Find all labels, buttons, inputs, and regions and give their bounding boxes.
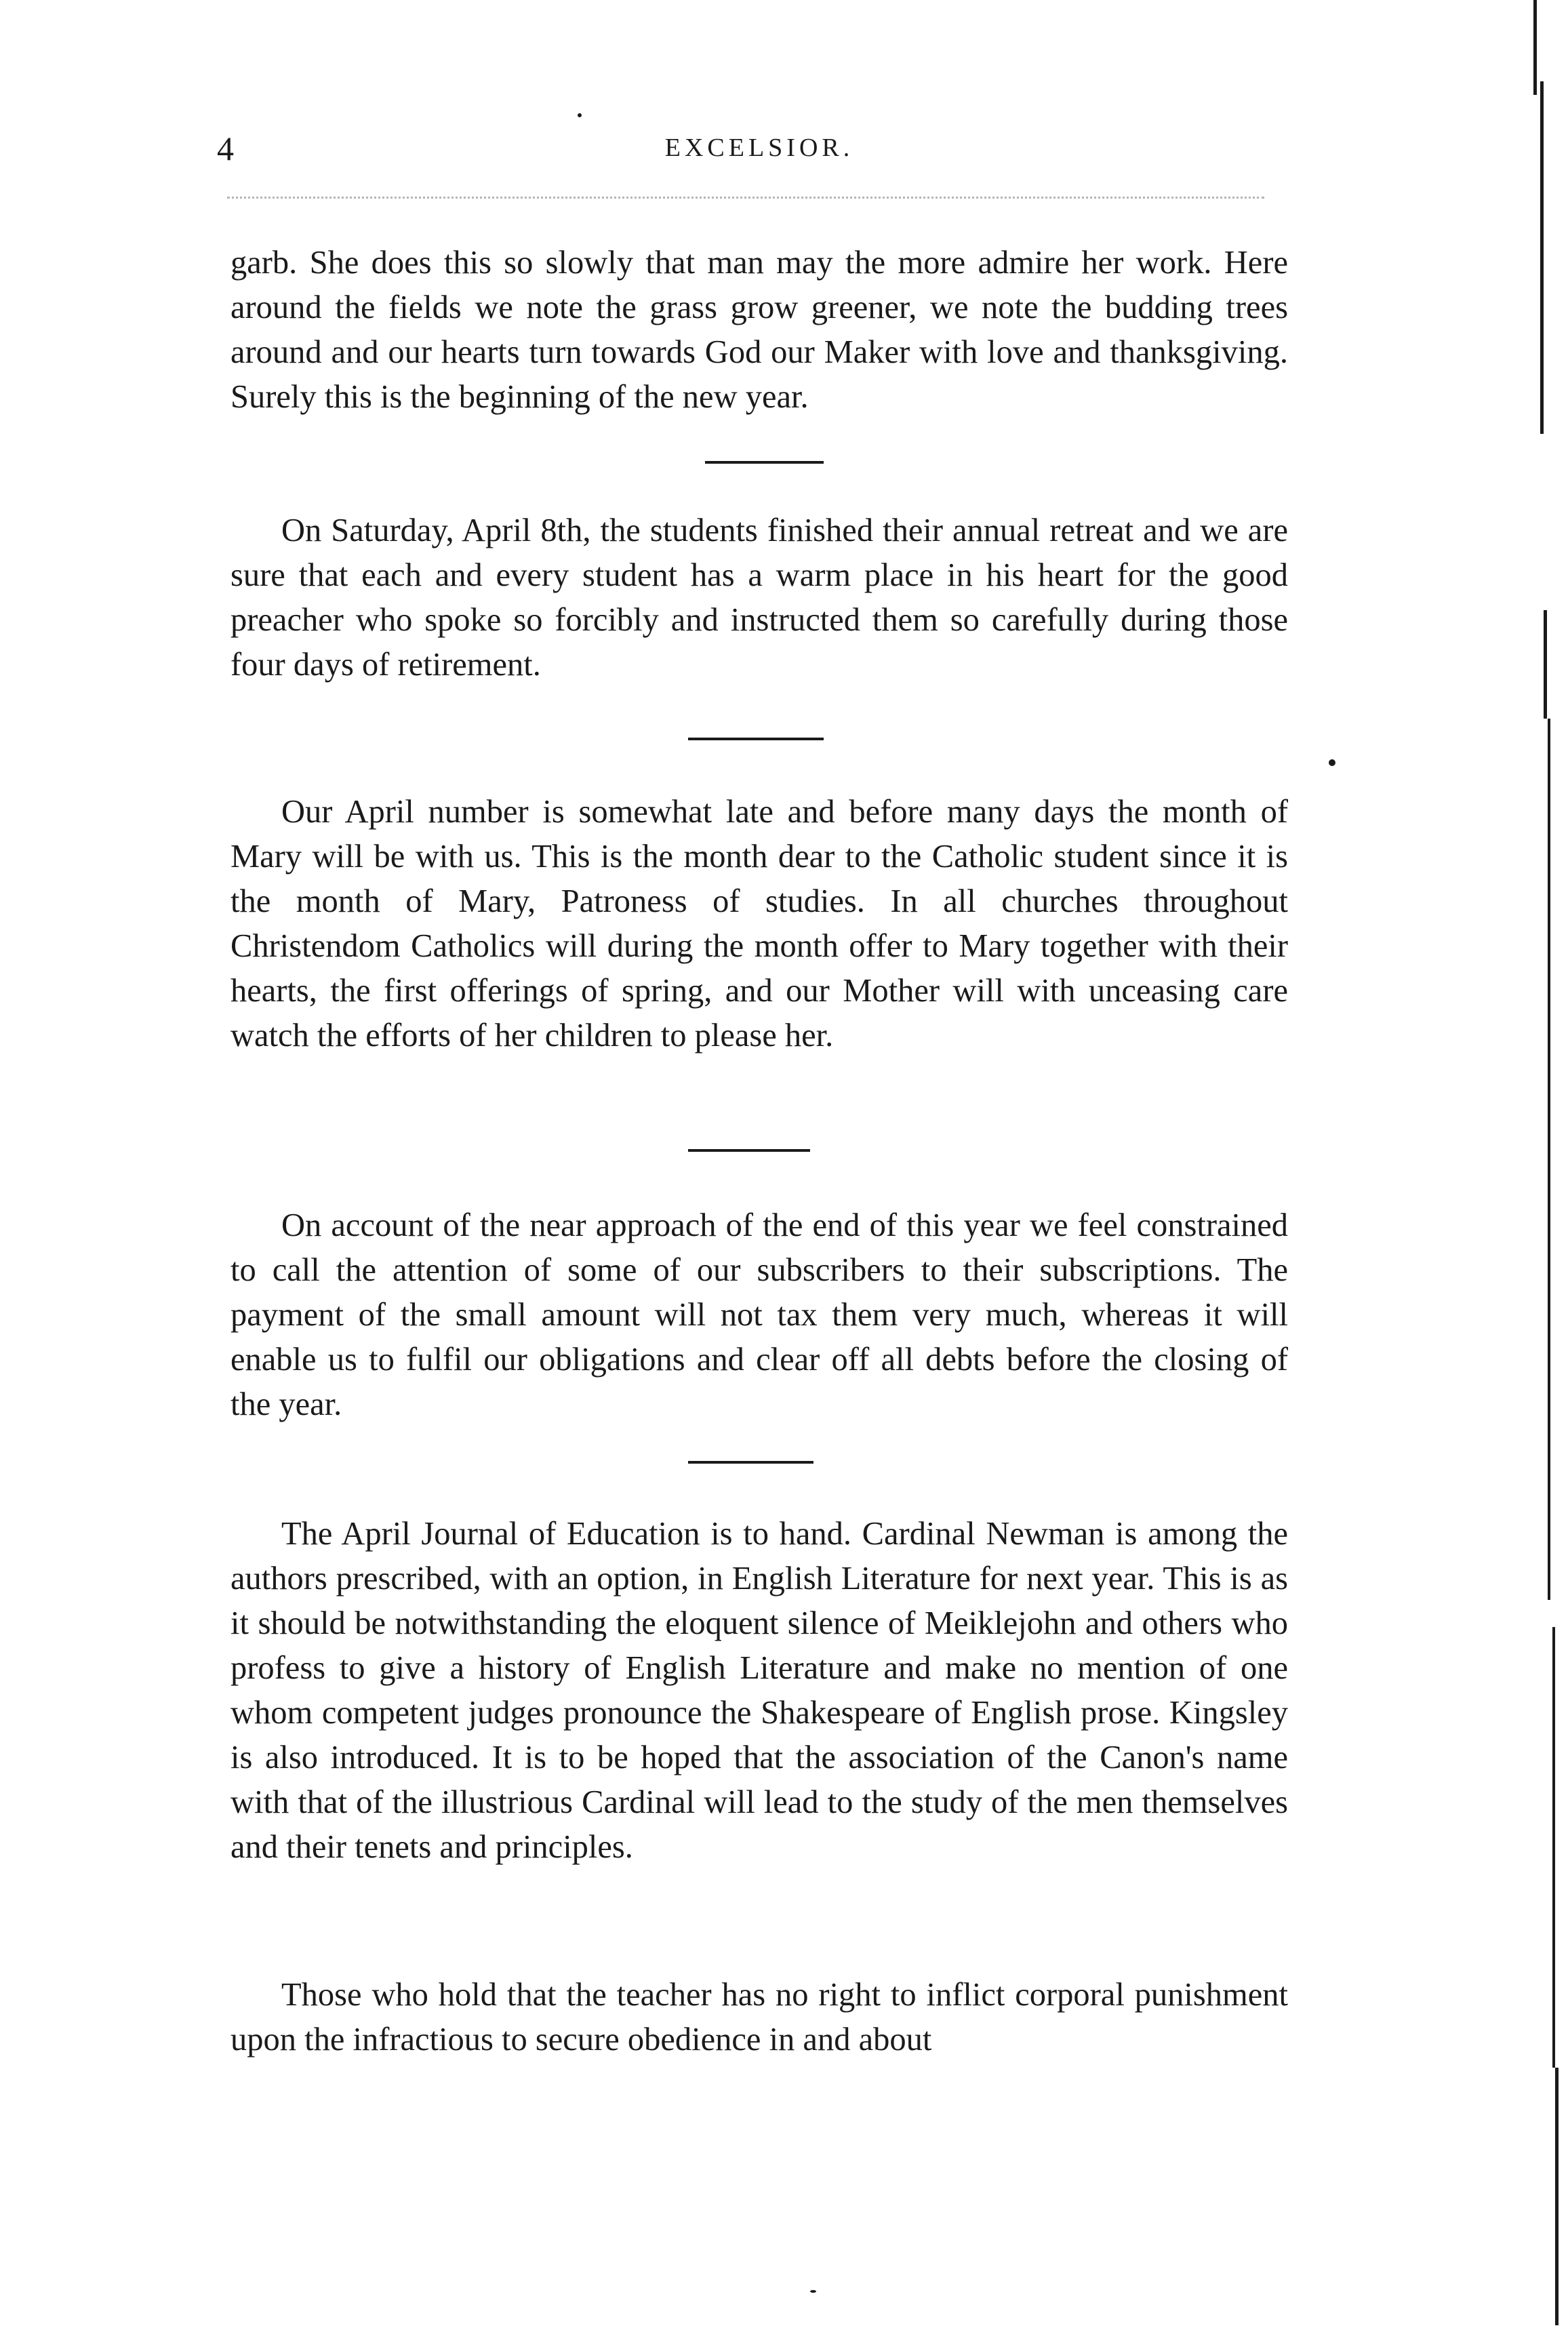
scan-edge-mark	[1555, 2068, 1559, 2325]
section-divider	[688, 738, 824, 740]
scan-edge-mark	[1533, 0, 1537, 95]
paragraph-6: Those who hold that the teacher has no right to inflict corporal punishment upon the infractious to secure obedience in and about	[230, 1977, 1288, 2058]
scan-edge-mark	[1544, 610, 1547, 719]
running-title: EXCELSIOR.	[664, 134, 854, 162]
paragraph-2: On Saturday, April 8th, the students finished their annual retreat and we are sure that each and every student has a warm place in his heart for the good preacher who spoke so forcibly and instructed them so carefully during those four days of retirement.	[230, 513, 1288, 683]
page-number: 4	[217, 129, 234, 167]
paragraph-1: garb. She does this so slowly that man may the more admire her work. Here around the fields we note the grass grow greener, we note the budding trees around and our hearts turn towards God our Maker with love and thanksgiving. Surely this is the beginning of the new year.	[230, 245, 1288, 415]
paragraph-3: Our April number is somewhat late and before many days the month of Mary will be with us. This is the month dear to the Catholic student since it is the month of Mary, Patroness of studies. In all churches throughout Christendom Catholics will during the month offer to Mary together with their hearts, the first offerings of spring, and our Mother will with unceasing care watch the efforts of her children to please her.	[230, 794, 1288, 1053]
scan-speck	[1329, 759, 1335, 766]
header-rule	[227, 197, 1264, 199]
page-header	[217, 129, 1302, 183]
scan-edge-mark	[1548, 719, 1550, 1600]
paragraph-4: On account of the near approach of the end of this year we feel constrained to call the attention of some of our subscribers to their subscriptions. The payment of the small amount will not tax them very much, whereas it will enable us to fulfil our obligations and clear off all debts before the closing of the year.	[230, 1207, 1288, 1422]
scan-speck	[578, 113, 582, 117]
paragraph-5: The April Journal of Education is to hand. Cardinal Newman is among the authors prescribed, with an option, in English Literature for next year. This is as it should be notwithstanding the eloquent silence of Meiklejohn and others who profess to give a history of English Literature and make no mention of one whom competent judges pronounce the Shakespeare of English prose. Kingsley is also introduced. It is to be hoped that the association of the Canon's name with that of the illustrious Cardinal will lead to the study of the men themselves and their tenets and principles.	[230, 1516, 1288, 1865]
section-divider	[688, 1461, 813, 1464]
scan-edge-mark	[1540, 81, 1544, 434]
scan-speck	[810, 2290, 816, 2293]
scan-edge-mark	[1552, 1627, 1555, 2068]
section-divider	[688, 1149, 810, 1152]
section-divider	[705, 461, 824, 464]
